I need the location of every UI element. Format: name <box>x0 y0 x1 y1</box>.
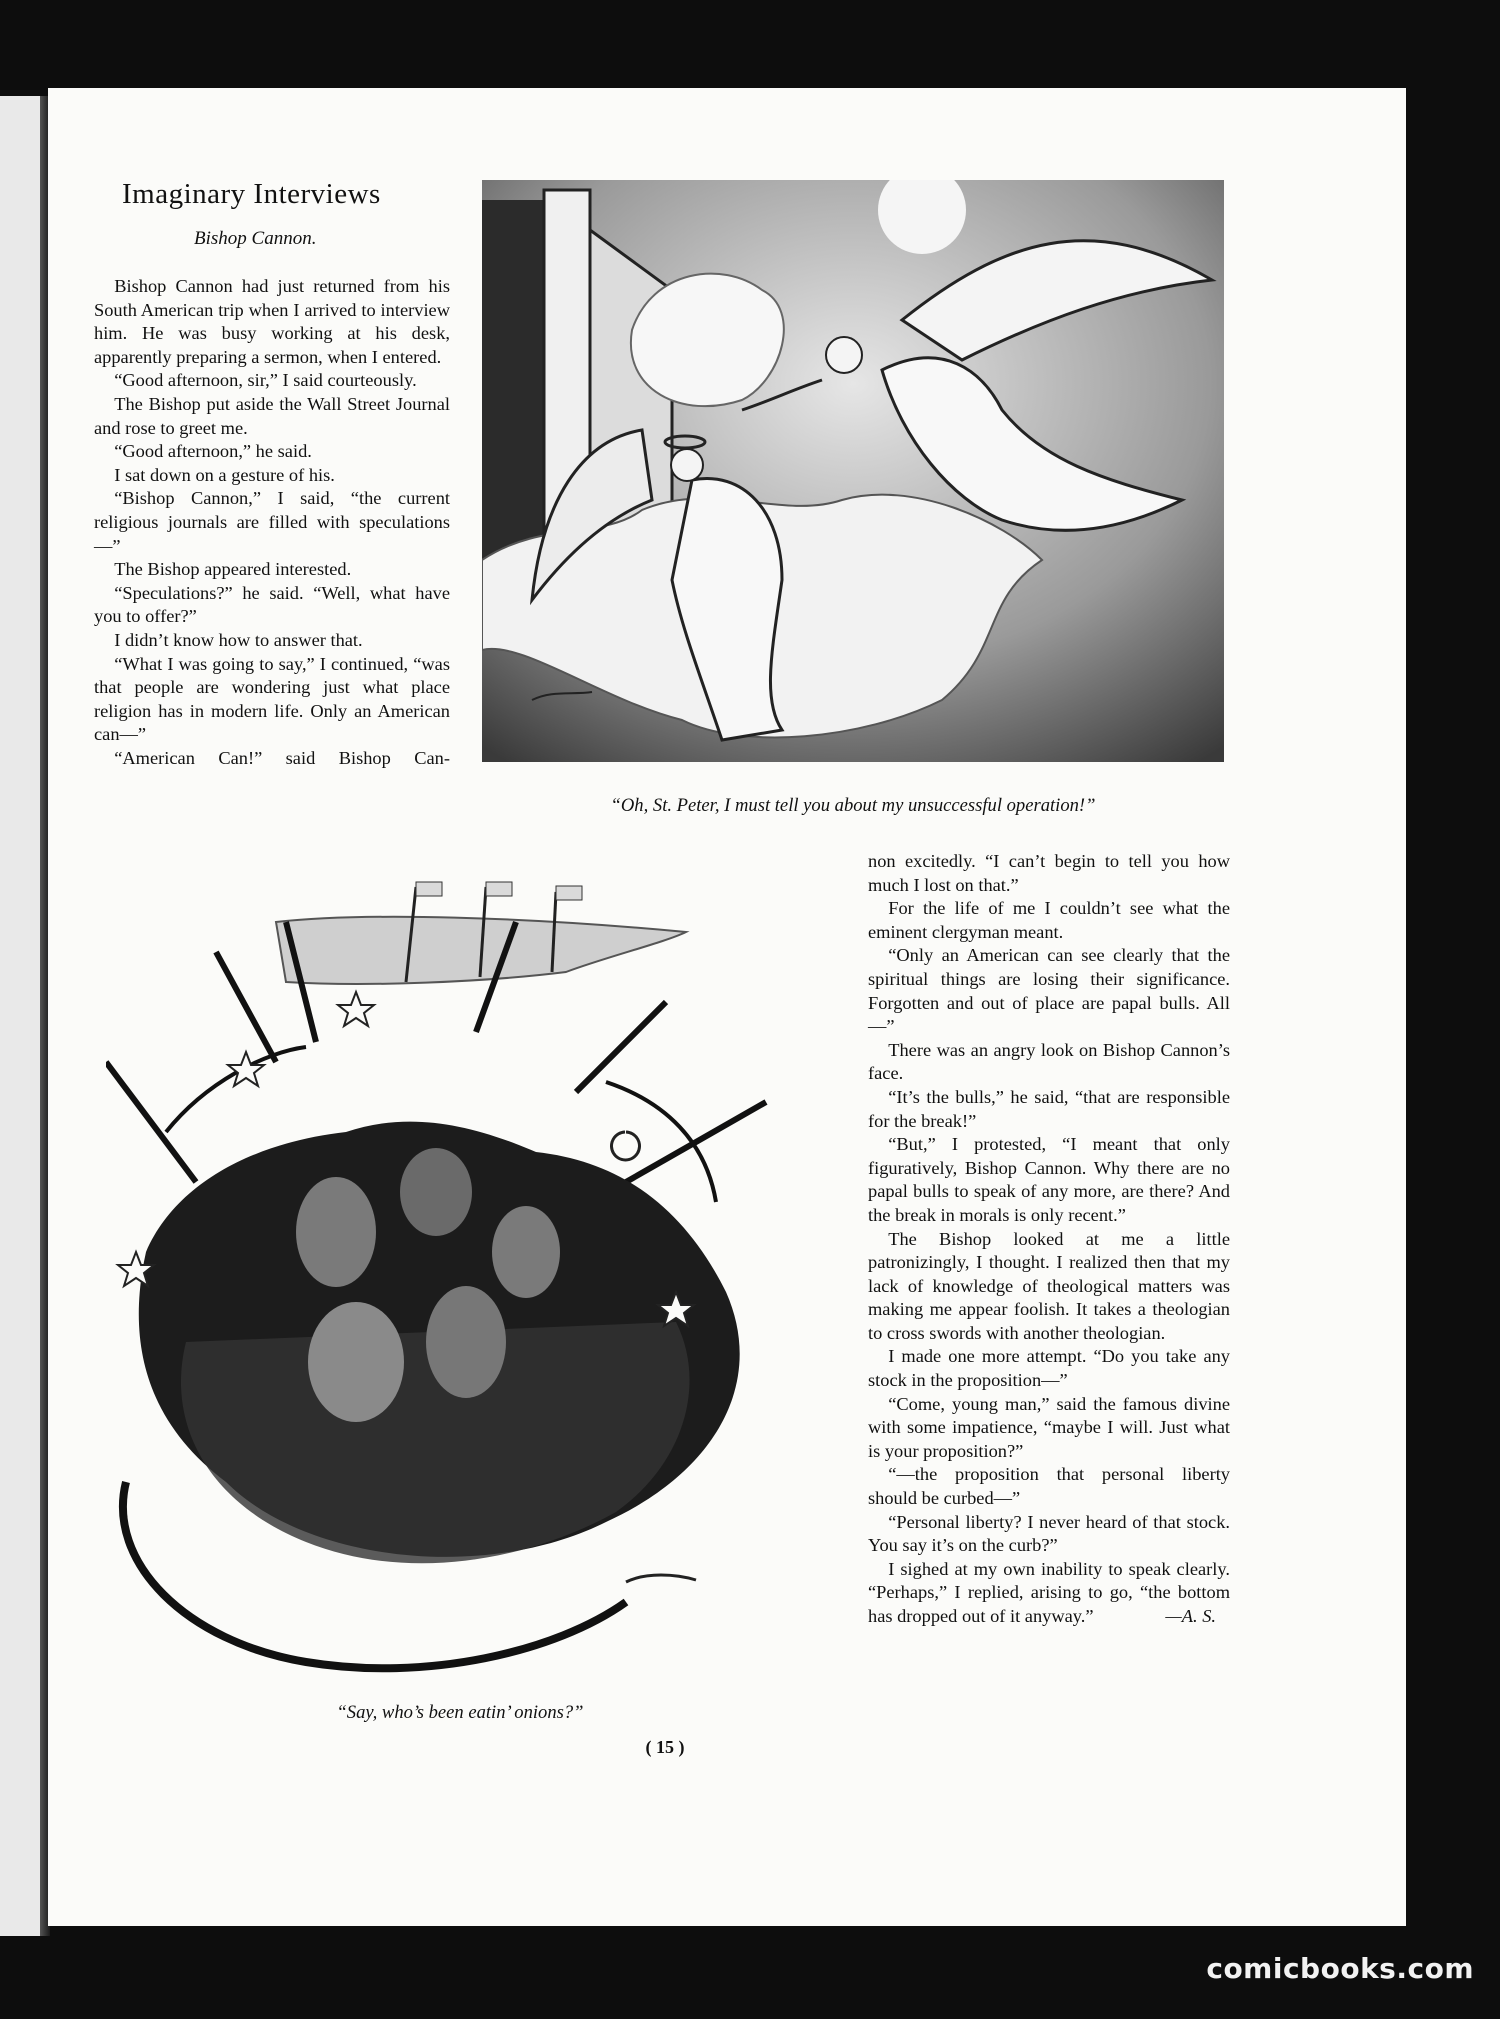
cartoon-football-pileup <box>106 862 826 1694</box>
site-watermark: comicbooks.com <box>1206 1952 1474 1985</box>
paragraph: “American Can!” said Bishop Can- <box>114 747 450 768</box>
paragraph: “Come, young man,” said the famous divine with some impatience, “maybe I will. Just what is your proposition?” <box>868 1393 1230 1461</box>
top-cartoon-caption: “Oh, St. Peter, I must tell you about my unsuccessful operation!” <box>610 795 1096 816</box>
paragraph: “Only an American can see clearly that the spiritual things are losing their significance. Forgotten and out of place are papal bulls. All—” <box>868 945 1230 1037</box>
bottom-cartoon-caption: “Say, who’s been eatin’ onions?” <box>336 1702 584 1723</box>
paragraph: The Bishop appeared interested. <box>114 559 352 580</box>
paragraph: “—the proposition that personal liberty should be curbed—” <box>868 1464 1230 1509</box>
paragraph: “Good afternoon, sir,” I said courteously. <box>114 370 417 391</box>
paragraph: “What I was going to say,” I continued, “was that people are wondering just what place religion has in modern life. Only an American can—” <box>94 653 450 745</box>
paragraph: “Bishop Cannon,” I said, “the current religious journals are filled with speculations—” <box>94 488 450 556</box>
paragraph: “Good afternoon,” he said. <box>114 441 312 462</box>
paragraph: “It’s the bulls,” he said, “that are responsible for the break!” <box>868 1086 1230 1131</box>
facing-page-edge <box>0 96 40 1936</box>
paragraph-final <box>868 1558 1230 1629</box>
paragraph: “Speculations?” he said. “Well, what have you to offer?” <box>94 582 450 627</box>
cartoon-angels-at-pearly-gates <box>482 180 1224 762</box>
paragraph: I didn’t know how to answer that. <box>114 629 363 650</box>
pileup-illustration <box>106 862 826 1694</box>
paragraph-continuation: non excitedly. “I can’t begin to tell you how much I lost on that.” <box>868 851 1230 895</box>
paragraph: The Bishop looked at me a little patronizingly, I thought. I realized then that my lack of knowledge of theological matters was making me appear foolish. It takes a theologian to cross swords with another theologian. <box>868 1228 1230 1343</box>
author-signature: —A. S. <box>1165 1606 1216 1626</box>
paragraph: Bishop Cannon had just returned from his South American trip when I arrived to interview him. He was busy working at his desk, apparently preparing a sermon, when I entered. <box>94 276 450 367</box>
paragraph-text: I sighed at my own inability to speak clearly. “Perhaps,” I replied, arising to go, “the bottom has dropped out of it anyway.” <box>868 1558 1230 1626</box>
page-number: ( 15 ) <box>645 1737 685 1757</box>
article-title: Imaginary Interviews <box>122 178 381 210</box>
paragraph: I made one more attempt. “Do you take any stock in the proposition—” <box>868 1346 1230 1391</box>
paragraph: The Bishop put aside the Wall Street Journal and rose to greet me. <box>94 393 450 438</box>
paragraph: There was an angry look on Bishop Cannon’s face. <box>868 1039 1230 1084</box>
angels-illustration <box>482 180 1224 762</box>
paragraph: For the life of me I couldn’t see what the eminent clergyman meant. <box>868 898 1230 942</box>
article-subtitle: Bishop Cannon. <box>194 228 317 249</box>
paragraph: “But,” I protested, “I meant that only figuratively, Bishop Cannon. Why there are no papal bulls to speak of any more, are there? And the break in morals is only recent.” <box>868 1134 1230 1225</box>
paragraph: “Personal liberty? I never heard of that stock. You say it’s on the curb?” <box>868 1511 1230 1556</box>
paragraph: I sat down on a gesture of his. <box>114 464 335 485</box>
article-column-right <box>868 850 1230 1629</box>
article-column-left <box>94 275 450 770</box>
